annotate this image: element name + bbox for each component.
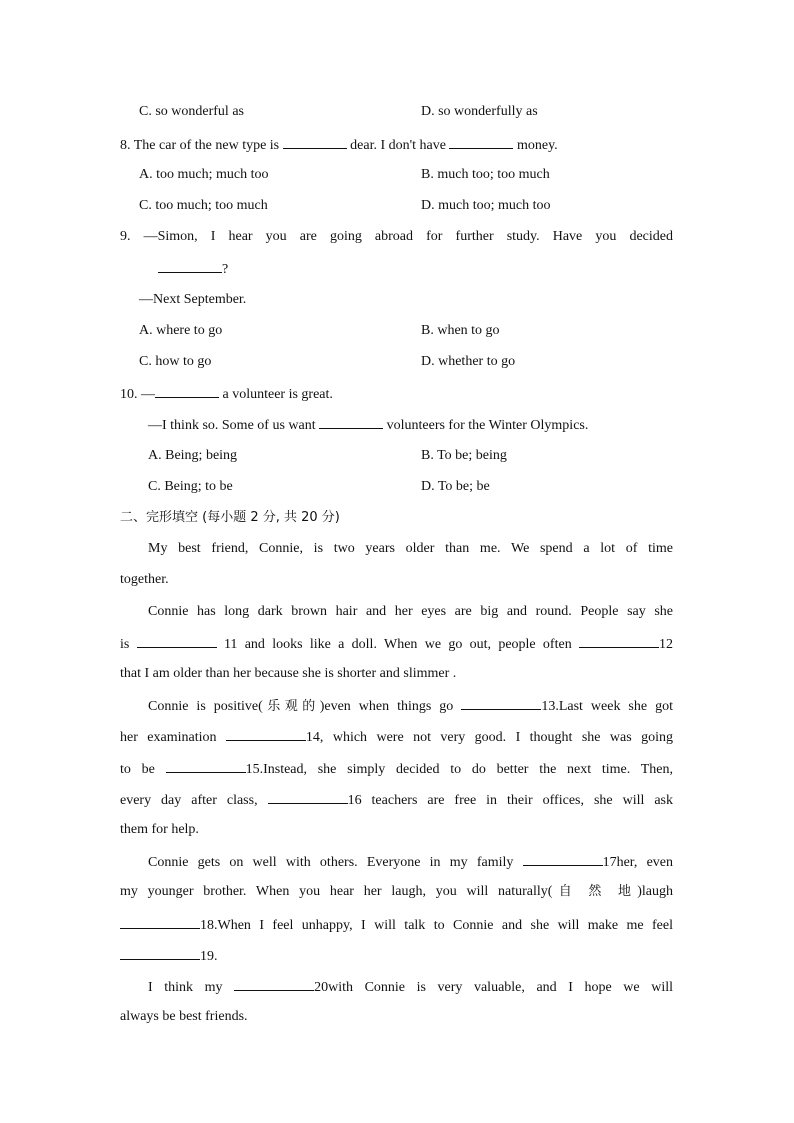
q9-option-b: B. when to go	[421, 323, 500, 338]
answer-blank-17[interactable]	[523, 852, 603, 866]
passage-text: Connie gets on well with others. Everyone in my family	[148, 855, 514, 870]
q10-option-a: A. Being; being	[148, 448, 238, 463]
q8-option-d: D. much too; much too	[421, 198, 551, 213]
passage-text: my younger brother. When you hear her laugh, you will naturally(	[120, 884, 553, 899]
passage-text: 16 teachers are free in their offices, she will ask	[347, 793, 673, 808]
answer-blank-14[interactable]	[226, 727, 306, 741]
passage-line: Connie has long dark brown hair and her eyes are big and round. People say she	[148, 604, 673, 619]
q8-option-a: A. too much; much too	[139, 167, 269, 182]
answer-blank-16[interactable]	[268, 790, 348, 804]
passage-text: I think my	[148, 980, 223, 995]
answer-blank-13[interactable]	[461, 696, 541, 710]
q10-reply-part2: volunteers for the Winter Olympics.	[386, 418, 589, 433]
passage-line	[148, 696, 673, 716]
passage-text: 20with Connie is very valuable, and I hope we will	[314, 980, 673, 995]
passage-line: always be best friends.	[120, 1009, 248, 1024]
q8-option-b: B. much too; too much	[421, 167, 550, 182]
passage-line	[148, 977, 673, 997]
q7-option-d: D. so wonderfully as	[421, 104, 538, 119]
passage-text: 15.Instead, she simply decided to do better the next time. Then,	[245, 762, 673, 777]
answer-blank[interactable]	[449, 135, 513, 149]
passage-text: 11 and looks like a doll. When we go out, people often	[223, 637, 572, 652]
passage-text: every day after class,	[120, 793, 258, 808]
q10-stem	[120, 384, 333, 404]
passage-line	[120, 727, 673, 747]
passage-line	[120, 790, 673, 810]
answer-blank-19[interactable]	[120, 946, 200, 960]
q8-stem	[120, 135, 558, 155]
passage-text: 12	[659, 637, 673, 652]
q7-option-c: C. so wonderful as	[139, 104, 244, 119]
passage-line: My best friend, Connie, is two years older than me. We spend a lot of time	[148, 541, 673, 556]
q10-option-c: C. Being; to be	[148, 479, 233, 494]
answer-blank-12[interactable]	[579, 634, 659, 648]
passage-line: together.	[120, 572, 169, 587]
answer-blank-18[interactable]	[120, 915, 200, 929]
q9-option-a: A. where to go	[139, 323, 223, 338]
q9-reply: —Next September.	[139, 292, 247, 307]
q10-reply	[148, 415, 588, 435]
answer-blank[interactable]	[158, 259, 222, 273]
q8-stem-part3: money.	[516, 138, 558, 153]
passage-text: 18.When I feel unhappy, I will talk to Connie and she will make me feel	[200, 918, 673, 933]
passage-line	[148, 852, 673, 872]
q10-reply-part1: —I think so. Some of us want	[148, 418, 316, 433]
passage-text: Connie is positive(	[148, 699, 263, 714]
q8-stem-part2: dear. I don't have	[350, 138, 446, 153]
passage-line: them for help.	[120, 822, 199, 837]
answer-blank-15[interactable]	[166, 759, 246, 773]
passage-text: 17her, even	[602, 855, 674, 870]
passage-text: )laugh	[637, 884, 674, 899]
passage-text: 13.Last week she got	[541, 699, 673, 714]
passage-gloss: 乐观的	[262, 699, 320, 714]
passage-line	[120, 883, 673, 901]
passage-text: 19.	[200, 949, 218, 964]
q8-stem-part1: 8. The car of the new type is	[120, 138, 280, 153]
q9-question-mark: ?	[222, 262, 229, 277]
q9-option-d: D. whether to go	[421, 354, 516, 369]
passage-text: her examination	[120, 730, 217, 745]
answer-blank[interactable]	[155, 384, 219, 398]
q9-blank-line	[158, 259, 228, 279]
passage-line: that I am older than her because she is shorter and slimmer .	[120, 666, 457, 681]
q8-option-c: C. too much; too much	[139, 198, 268, 213]
answer-blank-11[interactable]	[137, 634, 217, 648]
passage-gloss: 自 然 地	[552, 884, 638, 899]
passage-line	[120, 759, 673, 779]
answer-blank[interactable]	[319, 415, 383, 429]
passage-line	[120, 915, 673, 935]
q10-option-b: B. To be; being	[421, 448, 507, 463]
q10-stem-part1: 10. —	[120, 387, 155, 402]
answer-blank-20[interactable]	[234, 977, 314, 991]
passage-text: )even when things go	[319, 699, 454, 714]
q9-stem: 9. —Simon, I hear you are going abroad for further study. Have you decided	[120, 229, 673, 244]
section-heading: 二、完形填空 (每小题 2 分, 共 20 分)	[120, 510, 340, 525]
passage-line	[120, 946, 218, 966]
q10-option-d: D. To be; be	[421, 479, 490, 494]
passage-text: to be	[120, 762, 155, 777]
passage-text: 14, which were not very good. I thought she was going	[305, 730, 674, 745]
q9-option-c: C. how to go	[139, 354, 212, 369]
q10-stem-part2: a volunteer is great.	[222, 387, 333, 402]
passage-line	[120, 634, 673, 654]
passage-text: is	[120, 637, 130, 652]
answer-blank[interactable]	[283, 135, 347, 149]
